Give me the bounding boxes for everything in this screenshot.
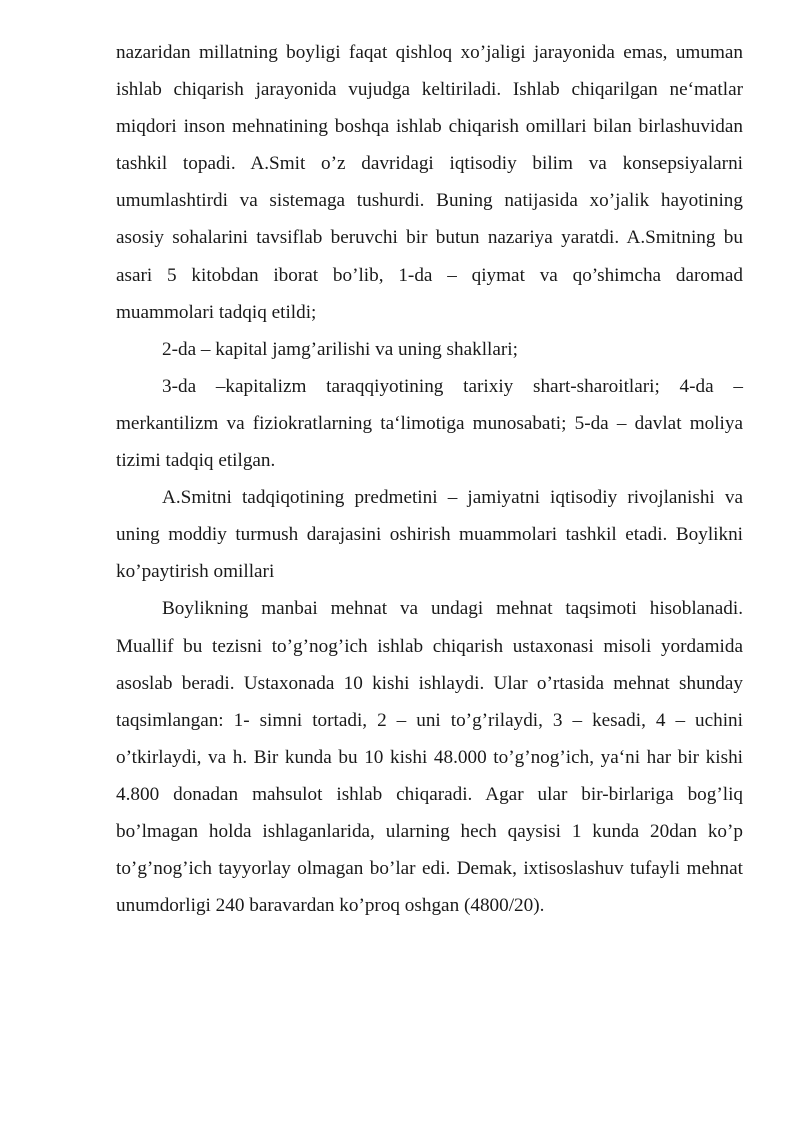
- paragraph-division-of-labor: Boylikning manbai mehnat va undagi mehnat taqsimoti hisoblanadi. Muallif bu tezisni to’g’nog’ich ishlab chiqarish ustaxonasi misoli yordamida asoslab beradi. Ustaxonada 10 kishi ishlaydi. Ular o’rtasida mehnat shunday taqsimlangan: 1- simni tortadi, 2 – uni to’g’rilaydi, 3 – kesadi, 4 – uchini o’tkirlaydi, va h. Bir kunda bu 10 kishi 48.000 to’g’nog’ich, ya‘ni har bir kishi 4.800 donadan mahsulot ishlab chiqaradi. Agar ular bir-birlariga bog’liq bo’lmagan holda ishlaganlarida, ularning hech qaysisi 1 kunda 20dan ko’p to’g’nog’ich tayyorlay olmagan bo’lar edi. Demak, ixtisoslashuv tufayli mehnat unumdorligi 240 baravardan ko’proq oshgan (4800/20).: [116, 598, 743, 917]
- paragraph-continuation: nazaridan millatning boyligi faqat qishloq xo’jaligi jarayonida emas, umuman ishlab chiqarish jarayonida vujudga keltiriladi. Ishlab chiqarilgan ne‘matlar miqdori inson mehnatining boshqa ishlab chiqarish omillari bilan birlashuvidan tashkil topadi. A.Smit o’z davridagi iqtisodiy bilim va konsepsiyalarni umumlashtirdi va sistemaga tushurdi. Buning natijasida xo’jalik hayotining asosiy sohalarini tavsiflab beruvchi bir butun nazariya yaratdi. A.Smitning bu asari 5 kitobdan iborat bo’lib, 1-da – qiymat va qo’shimcha daromad muammolari tadqiq etildi;: [116, 42, 743, 323]
- document-page: [116, 34, 743, 924]
- paragraph-books-3-5: 3-da –kapitalizm taraqqiyotining tarixiy shart-sharoitlari; 4-da – merkantilizm va fiziokratlarning ta‘limotiga munosabati; 5-da – davlat moliya tizimi tadqiq etilgan.: [116, 375, 743, 472]
- paragraph-research-subject: A.Smitni tadqiqotining predmetini – jamiyatni iqtisodiy rivojlanishi va uning moddiy turmush darajasini oshirish muammolari tashkil etadi. Boylikni ko’paytirish omillari: [116, 487, 743, 583]
- paragraph-book-2: 2-da – kapital jamg’arilishi va uning shakllari;: [162, 338, 518, 360]
